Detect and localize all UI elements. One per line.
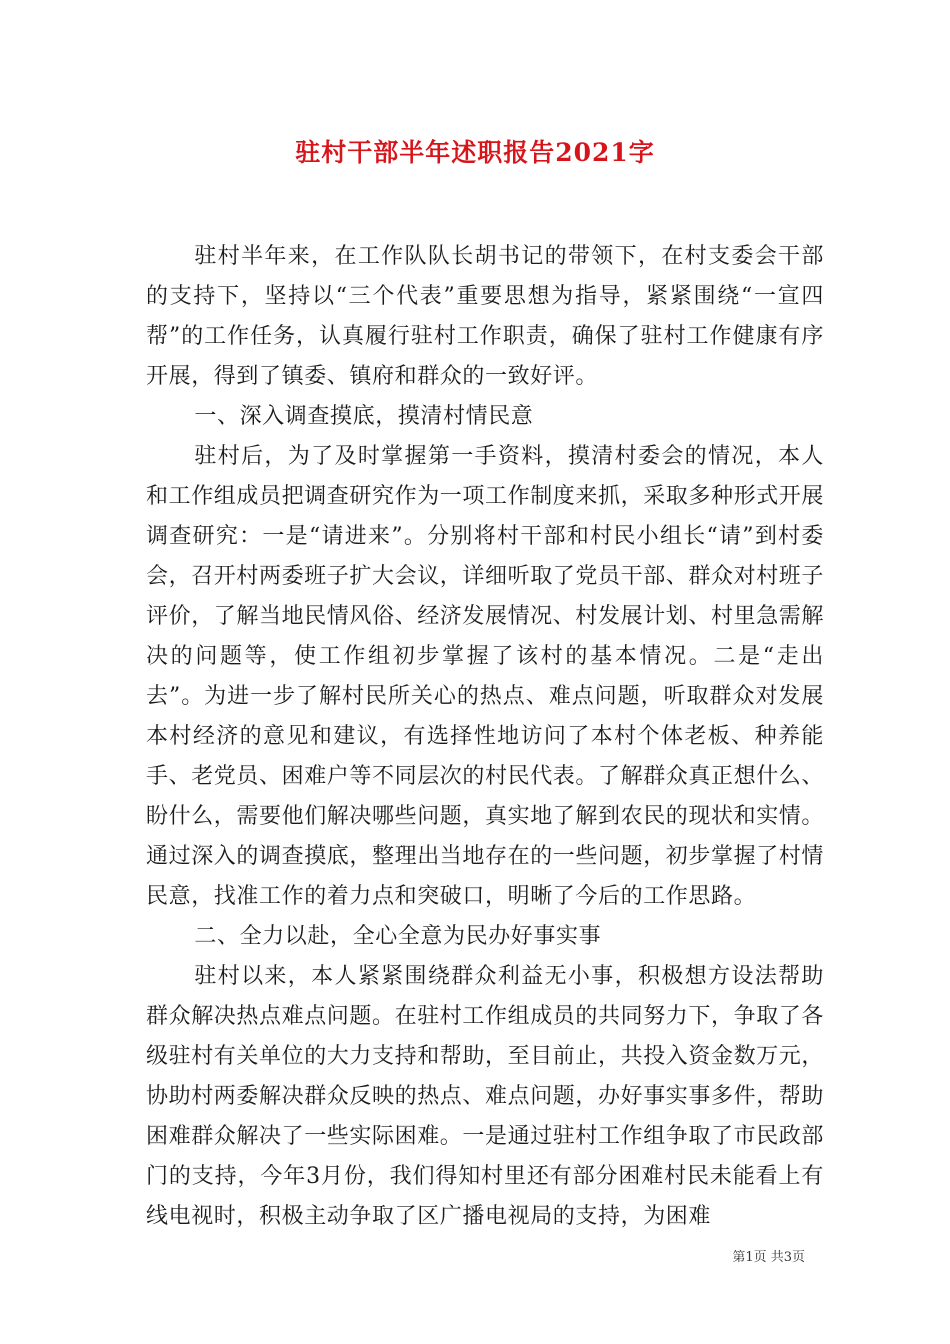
document-title: 驻村干部半年述职报告2021字 xyxy=(295,138,655,167)
intro-paragraph: 驻村半年来，在工作队队长胡书记的带领下，在村支委会干部的支持下，坚持以“三个代表”重要思想为指导，紧紧围绕“一宣四帮”的工作任务，认真履行驻村工作职责，确保了驻村工作健康有序开展，得到了镇委、镇府和群众的一致好评。 xyxy=(146,244,824,389)
section-2-paragraph: 驻村以来，本人紧紧围绕群众利益无小事，积极想方设法帮助群众解决热点难点问题。在驻村工作组成员的共同努力下，争取了各级驻村有关单位的大力支持和帮助，至目前止，共投入资金数万元，协助村两委解决群众反映的热点、难点问题，办好事实事多件，帮助困难群众解决了一些实际困难。一是通过驻村工作组争取了市民政部门的支持，今年3月份，我们得知村里还有部分困难村民未能看上有线电视时，积极主动争取了区广播电视局的支持，为困难 xyxy=(146,964,825,1229)
document-body xyxy=(146,237,824,1237)
section-heading-2: 二、全力以赴，全心全意为民办好事实事 xyxy=(194,924,602,949)
section-1-paragraph: 驻村后，为了及时掌握第一手资料，摸清村委会的情况，本人和工作组成员把调查研究作为一项工作制度来抓，采取多种形式开展调查研究：一是“请进来”。分别将村干部和村民小组长“请”到村委会，召开村两委班子扩大会议，详细听取了党员干部、群众对村班子评价，了解当地民情风俗、经济发展情况、村发展计划、村里急需解决的问题等，使工作组初步掌握了该村的基本情况。二是“走出去”。为进一步了解村民所关心的热点、难点问题，听取群众对发展本村经济的意见和建议，有选择性地访问了本村个体老板、种养能手、老党员、困难户等不同层次的村民代表。了解群众真正想什么、盼什么，需要他们解决哪些问题，真实地了解到农民的现状和实情。通过深入的调查摸底，整理出当地存在的一些问题，初步掌握了村情民意，找准工作的着力点和突破口，明晰了今后的工作思路。 xyxy=(146,444,825,909)
section-heading-1: 一、深入调查摸底，摸清村情民意 xyxy=(194,404,534,429)
page-number: 第1页 共3页 xyxy=(732,1250,805,1265)
